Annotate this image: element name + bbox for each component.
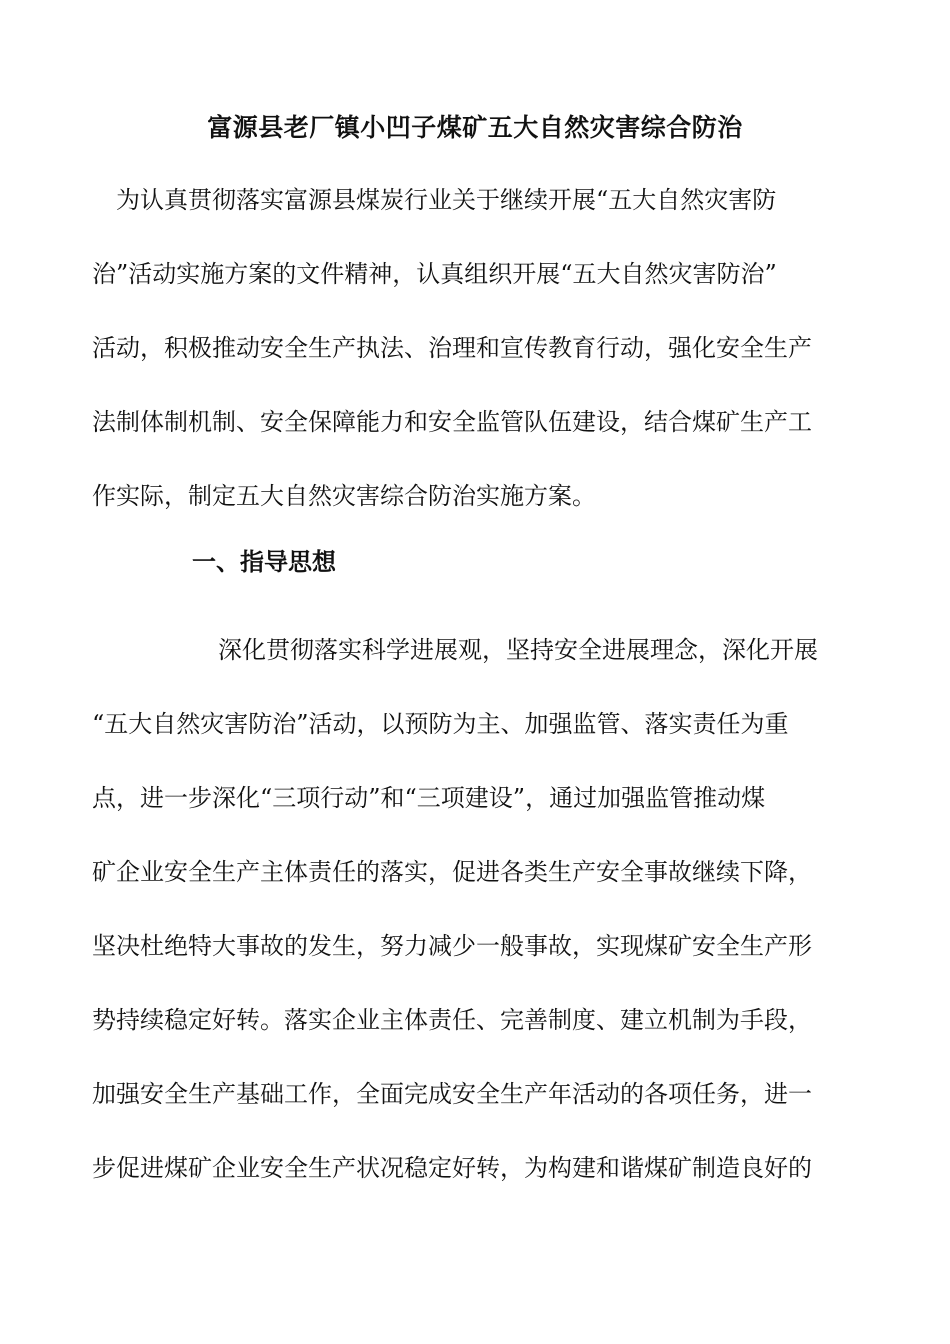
intro-line: 治”活动实施方案的文件精神，认真组织开展“五大自然灾害防治”: [92, 260, 777, 288]
section-heading: 一、指导思想: [192, 547, 336, 576]
body-line: 势持续稳定好转。落实企业主体责任、完善制度、建立机制为手段，: [92, 1006, 812, 1034]
intro-line: 作实际，制定五大自然灾害综合防治实施方案。: [92, 482, 596, 510]
intro-line: 法制体制机制、安全保障能力和安全监管队伍建设，结合煤矿生产工: [92, 408, 812, 436]
document-title: 富源县老厂镇小凹子煤矿五大自然灾害综合防治: [207, 113, 743, 142]
body-line: 坚决杜绝特大事故的发生，努力减少一般事故，实现煤矿安全生产形: [92, 932, 812, 960]
body-line: 步促进煤矿企业安全生产状况稳定好转，为构建和谐煤矿制造良好的: [92, 1154, 812, 1182]
body-line: “五大自然灾害防治”活动，以预防为主、加强监管、落实责任为重: [92, 710, 789, 738]
body-line: 深化贯彻落实科学进展观，坚持安全进展理念，深化开展: [218, 636, 818, 664]
intro-line: 为认真贯彻落实富源县煤炭行业关于继续开展“五大自然灾害防: [116, 186, 777, 214]
body-line: 加强安全生产基础工作，全面完成安全生产年活动的各项任务，进一: [92, 1080, 812, 1108]
body-line: 矿企业安全生产主体责任的落实，促进各类生产安全事故继续下降，: [92, 858, 812, 886]
intro-line: 活动，积极推动安全生产执法、治理和宣传教育行动，强化安全生产: [92, 334, 812, 362]
body-line: 点，进一步深化“三项行动”和“三项建设”，通过加强监管推动煤: [92, 784, 766, 812]
